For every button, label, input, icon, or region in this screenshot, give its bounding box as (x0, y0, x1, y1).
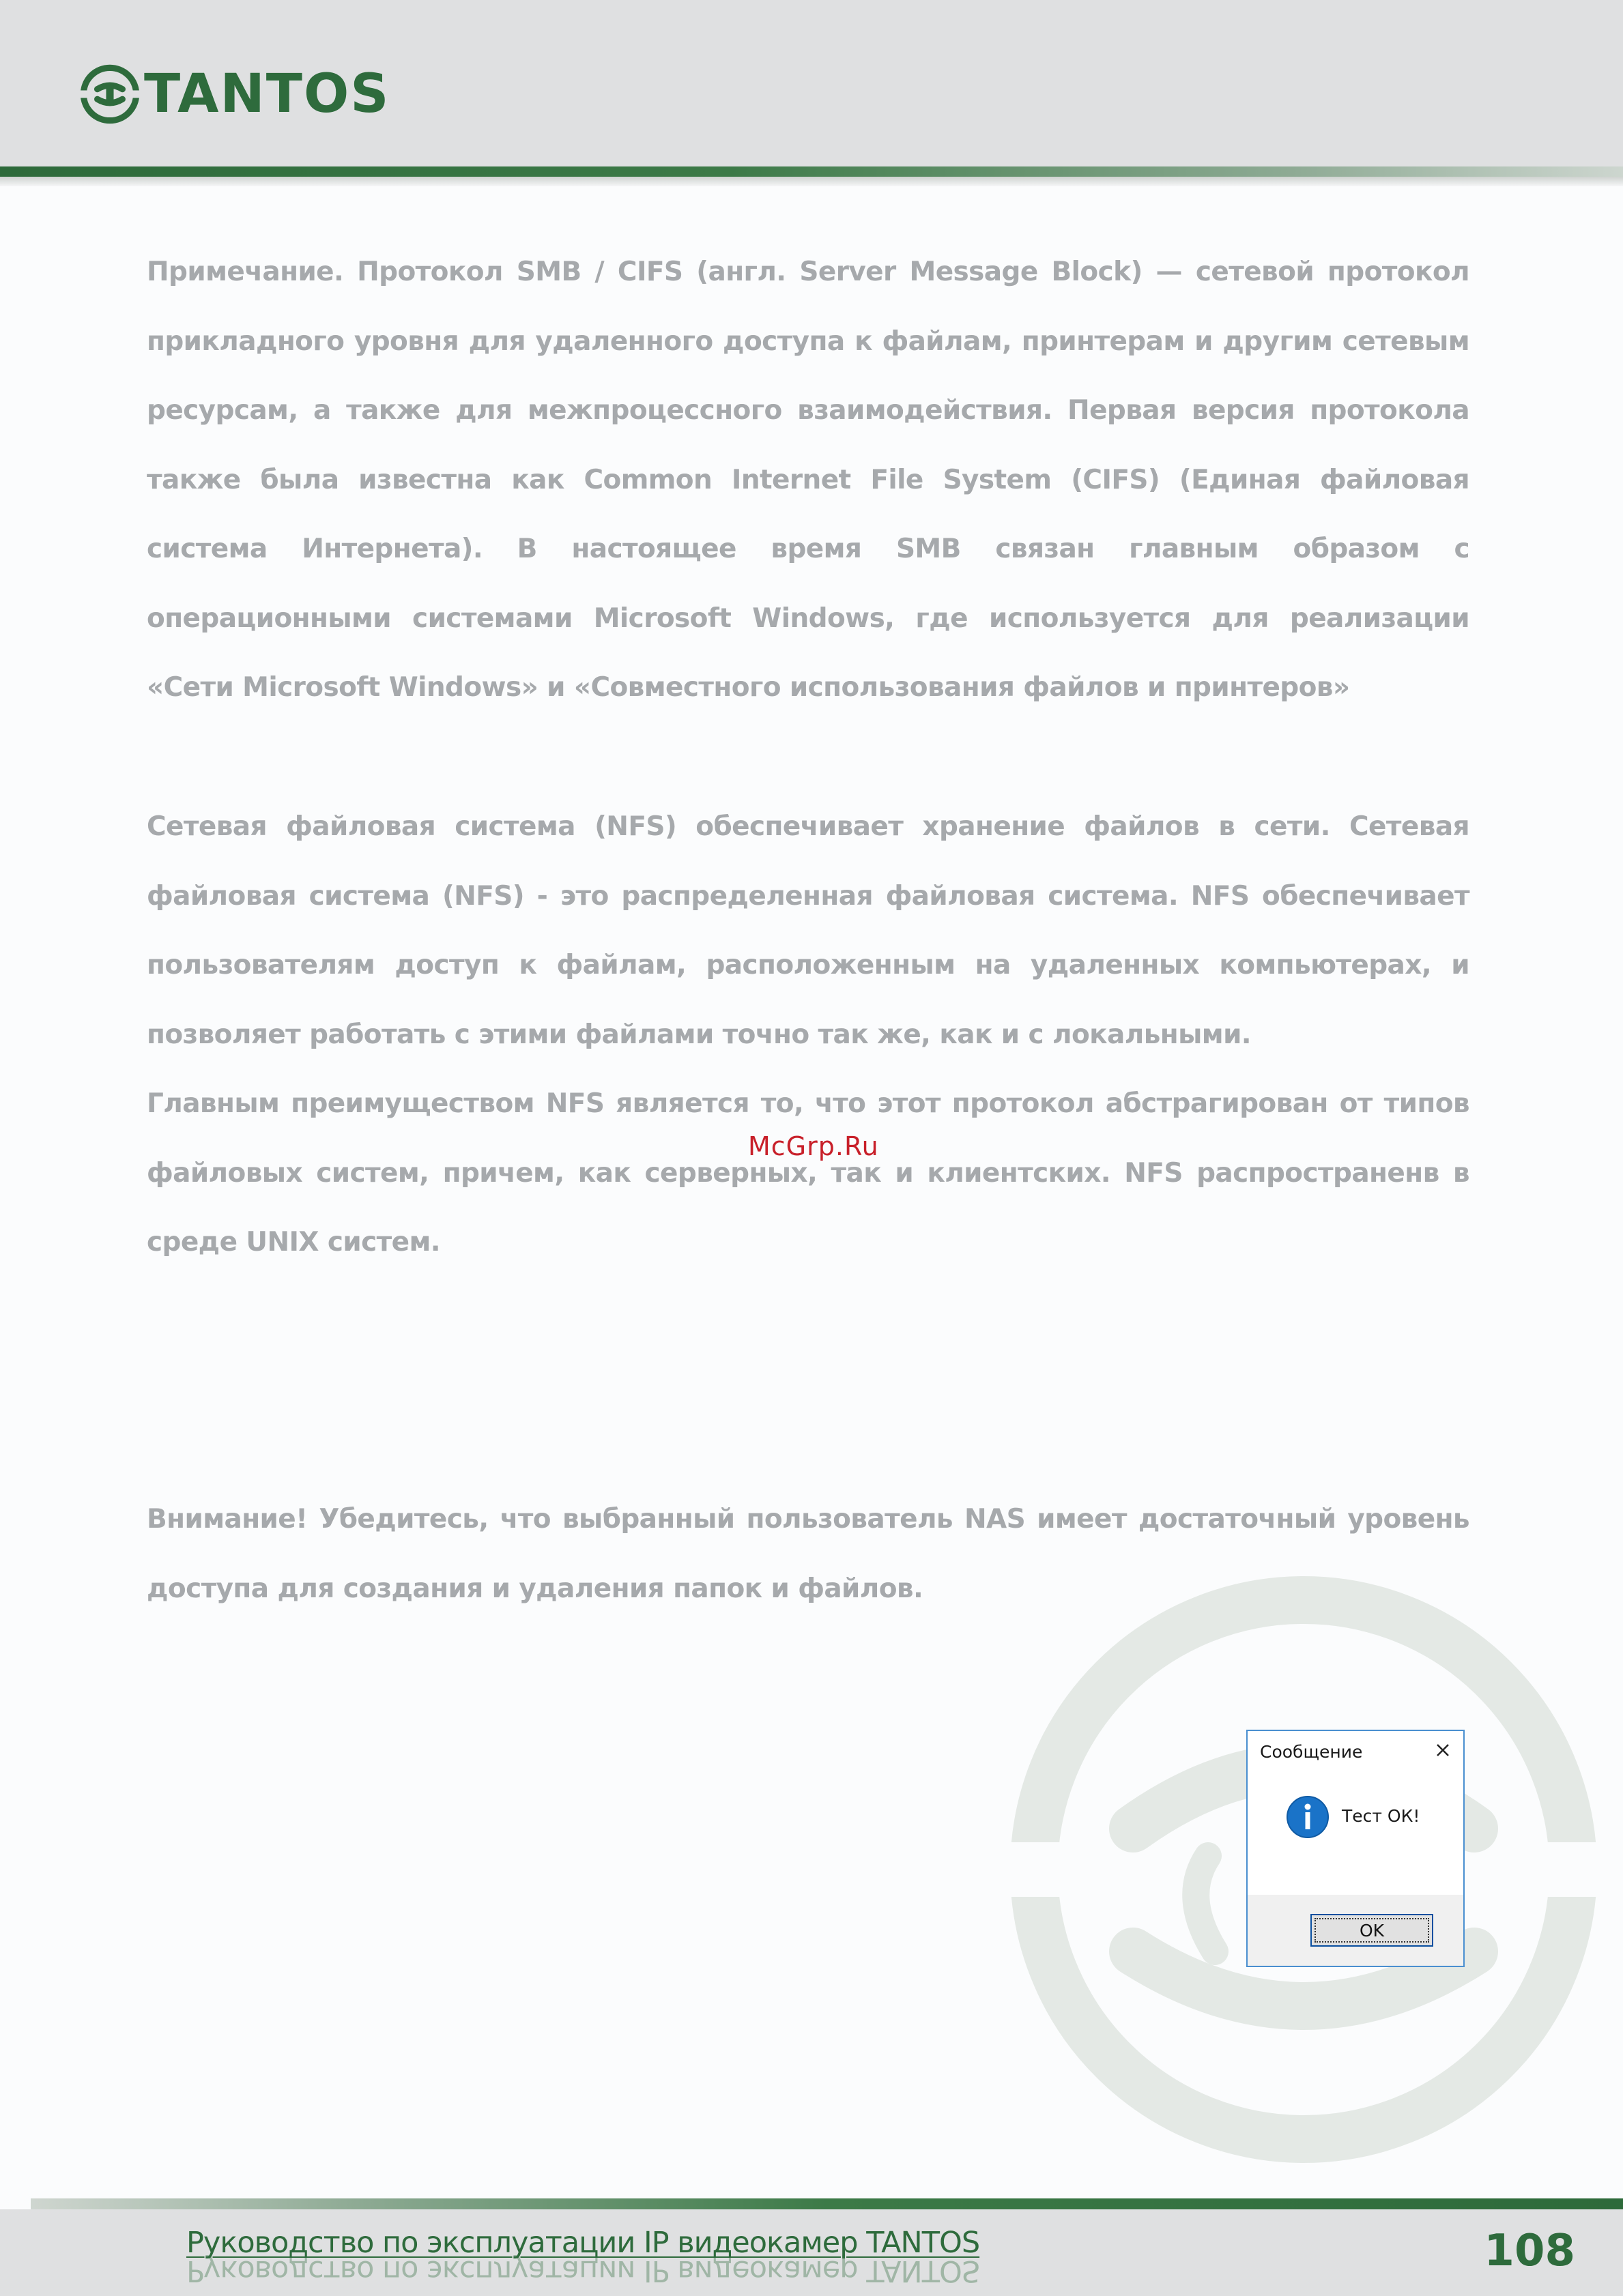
header-rule (0, 166, 1623, 177)
close-icon[interactable] (1431, 1738, 1455, 1762)
header-shadow (0, 177, 1623, 186)
warning-paragraph: Внимание! Убедитесь, что выбранный пользователь NAS имеет достаточный уровень доступа для создания и удаления папок и файлов. (147, 1504, 1469, 1604)
ok-button[interactable]: OK (1310, 1914, 1433, 1947)
page-number: 108 (1484, 2226, 1575, 2276)
footer-title: Руководство по эксплуатации IP видеокамер TANTOS (186, 2226, 980, 2260)
dialog-title: Сообщение (1260, 1742, 1363, 1762)
site-watermark: McGrp.Ru (748, 1131, 879, 1161)
dialog-footer (1248, 1895, 1463, 1966)
footer-rule (31, 2198, 1623, 2209)
message-dialog (1246, 1730, 1465, 1967)
nfs-paragraph-1: Сетевая файловая система (NFS) обеспечивает хранение файлов в сети. Сетевая файловая система (NFS) - это распределенная файловая система. NFS обеспечивает пользователям доступ к файлам, расположенным на удаленных компьютерах, и позволяет работать с этими файлами точно так же, как и с локальными. (147, 811, 1469, 1050)
tantos-logo (78, 61, 390, 126)
note-paragraph: Примечание. Протокол SMB / CIFS (англ. Server Message Block) — сетевой протокол прикладного уровня для удаленного доступа к файлам, принтерам и другим сетевым ресурсам, а также для межпроцессного взаимодействия. Первая версия протокола также была известна как Common Internet File System (CIFS) (Единая файловая система Интернета). В настоящее время SMB связан главным образом с операционными системами Microsoft Windows, где используется для реализации «Сети Microsoft Windows» и «Совместного использования файлов и принтеров» (147, 257, 1469, 703)
footer-title-reflection: Руководство по эксплуатации IP видеокамер TANTOS (186, 2254, 980, 2288)
nfs-paragraph-2: Главным преимуществом NFS является то, что этот протокол абстрагирован от типов файловых систем, причем, как серверных, так и клиентских. NFS распространенв в среде UNIX систем. (147, 1088, 1469, 1258)
info-icon (1286, 1795, 1330, 1839)
dialog-message: Тест ОК! (1342, 1806, 1420, 1826)
dialog-titlebar[interactable] (1248, 1731, 1463, 1772)
tantos-logo-icon (78, 63, 141, 126)
logo-text: TANTOS (144, 63, 390, 125)
